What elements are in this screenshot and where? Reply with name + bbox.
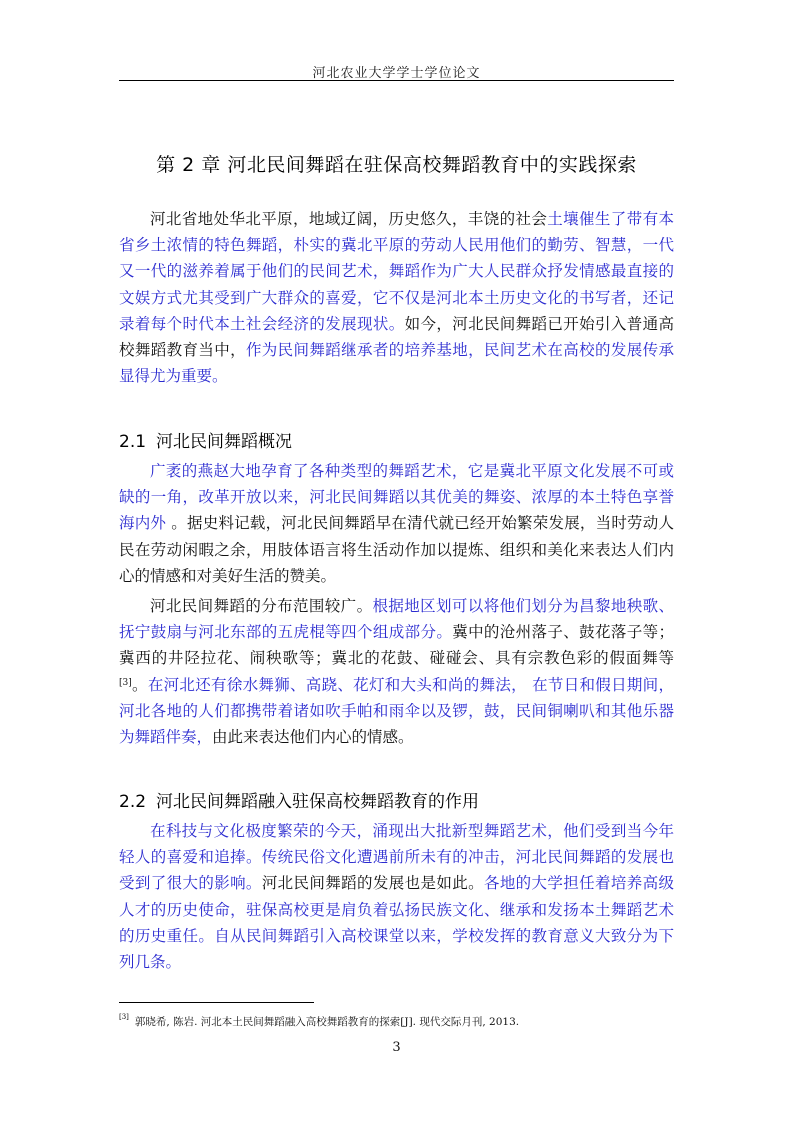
section-2-1-paragraph-2 [119,593,674,750]
footnote-reference[interactable]: [3] [119,677,132,688]
s2-p1-highlight-2: 各地的大学担任着培养高级人才的历史使命，驻保高校更是肩负着弘扬民族文化、继承和发扬本土舞蹈艺术的历史重任。自从民间舞蹈引入高校课堂以来，学校发挥的教育意义大致分为下列几条。 [119,874,674,972]
section-number: 2.1 [119,432,147,452]
s1-p2-text-1: 河北民间舞蹈的分布范围较广。 [150,597,373,615]
footnote [119,1014,674,1029]
footnote-text: 郭晓希, 陈岩. 河北本土民间舞蹈融入高校舞蹈教育的探索[J]. 现代交际月刊, 2013. [134,1016,520,1028]
footnote-marker: [3] [119,1013,129,1021]
section-2-1-paragraph-1 [119,458,674,589]
s1-p2-text-2: 冀中的沧州落子、鼓花落子等；冀西的井陉拉花、闹秧歌等；冀北的花鼓、碰碰会、具有宗教色彩的假面舞等 [119,623,674,668]
section-heading-2-2 [119,787,674,812]
section-title: 河北民间舞蹈融入驻保高校舞蹈教育的作用 [156,792,480,812]
intro-text-1: 河北省地处华北平原，地域辽阔，历史悠久，丰饶的社会 [150,210,548,228]
page-number: 3 [392,1040,401,1055]
intro-highlight-2: 作为民间舞蹈继承者的培养基地，民间艺术在高校的发展传承显得尤为重要。 [119,341,674,386]
s1-p2-highlight-2: 在河北还有徐水舞狮、高跷、花灯和大头和尚的舞法， 在节日和假日期间，河北各地的人们都携带着诸如吹手帕和雨伞以及锣，鼓，民间铜喇叭和其他乐器为舞蹈伴奏， [119,675,674,747]
s1-p2-text-4: 由此来表达他们内心的情感。 [212,728,414,747]
running-header: 河北农业大学学士学位论文 [312,66,481,81]
chapter-title: 第 2 章 河北民间舞蹈在驻保高校舞蹈教育中的实践探索 [156,154,637,176]
s1-p2-highlight-1: 根据地区划可以将他们划分为昌黎地秧歌、抚宁鼓扇与河北东部的五虎棍等四个组成部分。 [119,597,674,642]
s1-p1-text: 。据史料记载，河北民间舞蹈早在清代就已经开始繁荣发展，当时劳动人民在劳动闲暇之余，用肢体语言将生活动作加以提炼、组织和美化来表达人们内心的情感和对美好生活的赞美。 [119,514,674,585]
header-rule [119,80,674,81]
s1-p2-text-3: 。 [131,675,148,694]
section-heading-2-1 [119,427,674,452]
intro-text-2: 如今，河北民间舞蹈已开始引入普通高校舞蹈教育当中， [119,314,674,360]
s1-p1-highlight: 广袤的燕赵大地孕育了各种类型的舞蹈艺术，它是冀北平原文化发展不可或缺的一角，改革开放以来，河北民间舞蹈以其优美的舞姿、浓厚的本土特色享誉海内外 [119,462,674,533]
intro-paragraph [119,206,674,389]
s2-p1-text: 河北民间舞蹈的发展也是如此。 [261,874,484,893]
intro-highlight-1: 土壤催生了带有本省乡土浓情的特色舞蹈，朴实的冀北平原的劳动人民用他们的勤劳、智慧，一代又一代的滋养着属于他们的民间艺术，舞蹈作为广大人民群众抒发情感最直接的文娱方式尤其受到广大群众的喜爱，它不仅是河北本土历史文化的书写者，还记录着每个时代本土社会经济的发展现状。 [119,210,674,333]
section-2-2-paragraph-1 [119,818,674,975]
section-title: 河北民间舞蹈概况 [156,432,293,452]
section-number: 2.2 [119,792,147,812]
s2-p1-highlight-1: 在科技与文化极度繁荣的今天，涌现出大批新型舞蹈艺术，他们受到当今年轻人的喜爱和追捧。传统民俗文化遭遇前所未有的冲击，河北民间舞蹈的发展也受到了很大的影响。 [119,822,674,893]
footnote-separator [119,1002,314,1003]
